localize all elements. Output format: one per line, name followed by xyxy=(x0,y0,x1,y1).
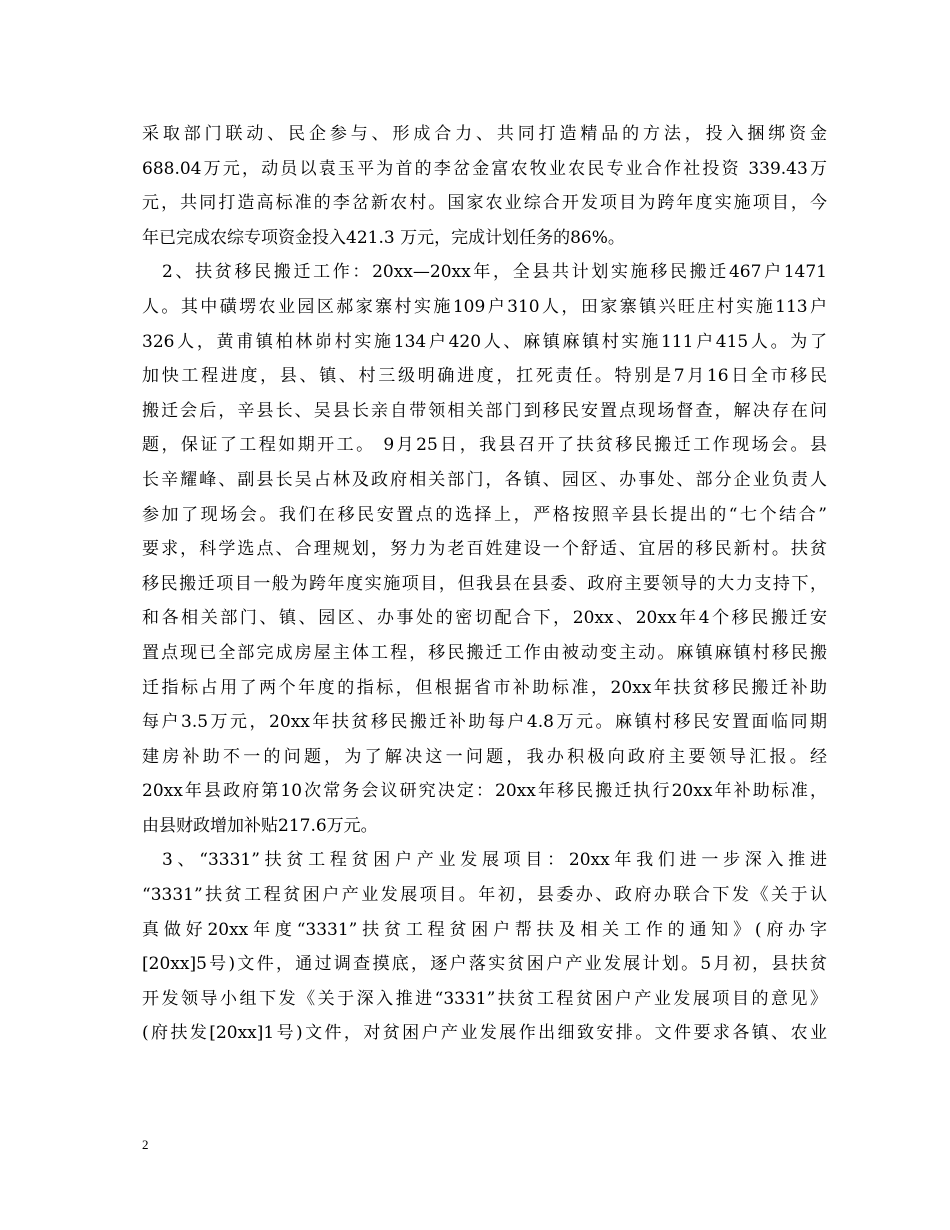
text-line: 2、扶贫移民搬迁工作：20xx—20xx年，全县共计划实施移民搬迁467户1471 xyxy=(162,262,827,283)
document-body xyxy=(142,117,827,1051)
text-line: (府扶发[20xx]1号)文件，对贫困户产业发展作出细致安排。文件要求各镇、农业 xyxy=(142,1023,827,1044)
page-number: 2 xyxy=(142,1137,149,1152)
text-line: 开发领导小组下发《关于深入推进“3331”扶贫工程贫困户产业发展项目的意见》 xyxy=(142,988,827,1009)
text-line: 采取部门联动、民企参与、形成合力、共同打造精品的方法，投入捆绑资金 xyxy=(142,124,827,144)
text-line: 迁指标占用了两个年度的指标，但根据省市补助标准，20xx年扶贫移民搬迁补助 xyxy=(142,677,827,698)
text-line: 参加了现场会。我们在移民安置点的选择上，严格按照辛县长提出的“七个结合” xyxy=(142,504,827,525)
text-line: 326人，黄甫镇柏林峁村实施134户420人、麻镇麻镇村实施111户415人。为了 xyxy=(142,331,827,352)
text-line: 20xx年县政府第10次常务会议研究决定：20xx年移民搬迁执行20xx年补助标准， xyxy=(142,781,827,802)
text-line: 年已完成农综专项资金投入421.3 万元，完成计划任务的86%。 xyxy=(142,227,625,248)
text-line: 3、“3331”扶贫工程贫困户产业发展项目：20xx年我们进一步深入推进 xyxy=(162,850,827,871)
text-line: 由县财政增加补贴217.6万元。 xyxy=(142,815,378,836)
text-line: 人。其中磺塄农业园区郝家寨村实施109户310人，田家寨镇兴旺庄村实施113户 xyxy=(142,296,827,317)
text-line: 建房补助不一的问题，为了解决这一问题，我办积极向政府主要领导汇报。经 xyxy=(142,746,827,767)
text-line: 要求，科学选点、合理规划，努力为老百姓建设一个舒适、宜居的移民新村。扶贫 xyxy=(142,539,827,560)
text-line: 真做好20xx年度“3331”扶贫工程贫困户帮扶及相关工作的通知》(府办字 xyxy=(142,919,827,940)
text-line: 元，共同打造高标准的李岔新农村。国家农业综合开发项目为跨年度实施项目，今 xyxy=(142,193,827,214)
text-line: 搬迁会后，辛县长、吴县长亲自带领相关部门到移民安置点现场督查，解决存在问 xyxy=(142,400,827,421)
text-line: 题，保证了工程如期开工。 9月25日，我县召开了扶贫移民搬迁工作现场会。县 xyxy=(142,435,827,456)
text-line: “3331”扶贫工程贫困户产业发展项目。年初，县委办、政府办联合下发《关于认 xyxy=(142,885,827,906)
text-line: 置点现已全部完成房屋主体工程，移民搬迁工作由被动变主动。麻镇麻镇村移民搬 xyxy=(142,642,827,663)
text-line: 688.04万元，动员以袁玉平为首的李岔金富农牧业农民专业合作社投资 339.43万 xyxy=(142,158,827,179)
text-line: 加快工程进度，县、镇、村三级明确进度，扛死责任。特别是7月16日全市移民 xyxy=(142,366,827,387)
text-line: 移民搬迁项目一般为跨年度实施项目，但我县在县委、政府主要领导的大力支持下， xyxy=(142,573,827,594)
text-line: 和各相关部门、镇、园区、办事处的密切配合下，20xx、20xx年4个移民搬迁安 xyxy=(142,608,827,629)
text-line: 每户3.5万元，20xx年扶贫移民搬迁补助每户4.8万元。麻镇村移民安置面临同期 xyxy=(142,712,827,733)
text-line: 长辛耀峰、副县长吴占林及政府相关部门，各镇、园区、办事处、部分企业负责人 xyxy=(142,469,827,490)
text-line: [20xx]5号)文件，通过调查摸底，逐户落实贫困户产业发展计划。5月初，县扶贫 xyxy=(142,954,827,975)
